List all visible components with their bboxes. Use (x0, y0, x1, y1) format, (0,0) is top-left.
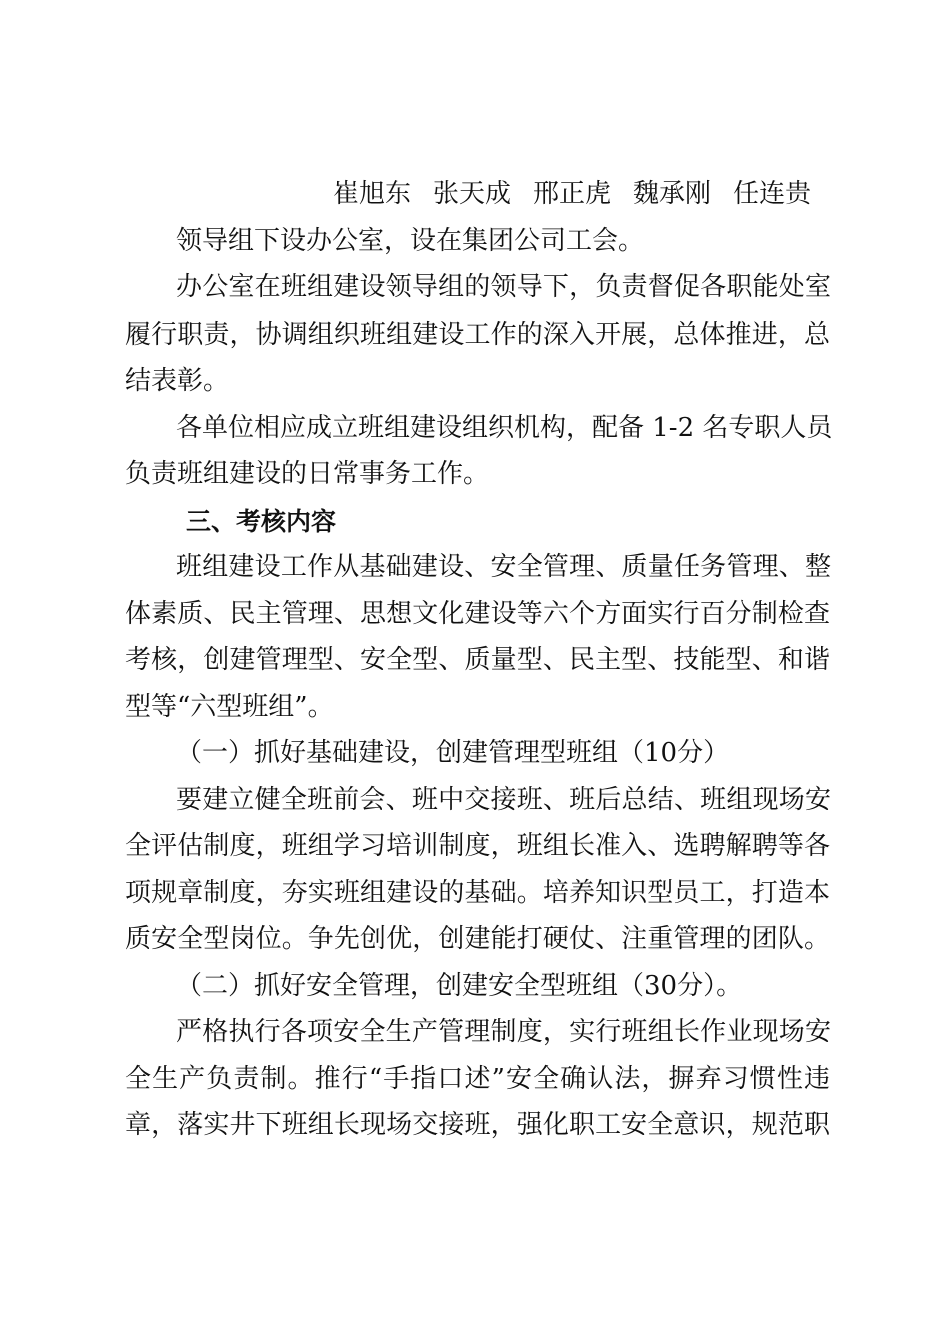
section-heading: 三、考核内容 (186, 507, 337, 536)
name-item: 张天成 (433, 179, 512, 209)
paragraph-line: 各单位相应成立班组建设组织机构，配备 1-2 名专职人员 (176, 413, 833, 443)
paragraph-line: 负责班组建设的日常事务工作。 (125, 459, 490, 489)
paragraph-line: 体素质、民主管理、思想文化建设等六个方面实行百分制检查 (125, 599, 830, 629)
paragraph-line: 严格执行各项安全生产管理制度，实行班组长作业现场安 (176, 1017, 831, 1047)
paragraph-line: 型等“六型班组”。 (125, 692, 334, 722)
paragraph-line: 班组建设工作从基础建设、安全管理、质量任务管理、整 (176, 552, 831, 582)
name-item: 邢正虎 (533, 179, 612, 209)
paragraph-line: 全评估制度，班组学习培训制度，班组长准入、选聘解聘等各 (125, 831, 830, 861)
paragraph-line: 办公室在班组建设领导组的领导下，负责督促各职能处室 (176, 272, 831, 302)
paragraph-line: 考核，创建管理型、安全型、质量型、民主型、技能型、和谐 (125, 645, 830, 675)
name-item: 任连贵 (733, 179, 812, 209)
subsection-heading: （二）抓好安全管理，创建安全型班组（30分）。 (176, 971, 743, 1001)
name-list (333, 177, 811, 211)
paragraph-line: 履行职责，协调组织班组建设工作的深入开展，总体推进，总 (125, 320, 830, 350)
paragraph-line: 质安全型岗位。争先创优，创建能打硬仗、注重管理的团队。 (125, 924, 830, 954)
paragraph-line: 项规章制度，夯实班组建设的基础。培养知识型员工，打造本 (125, 878, 830, 908)
name-item: 魏承刚 (633, 179, 712, 209)
paragraph-line: 章，落实井下班组长现场交接班，强化职工安全意识，规范职 (125, 1110, 830, 1140)
paragraph-line: 领导组下设办公室，设在集团公司工会。 (176, 226, 645, 256)
subsection-heading: （一）抓好基础建设，创建管理型班组（10分） (176, 738, 730, 768)
paragraph-line: 结表彰。 (125, 366, 230, 396)
paragraph-line: 要建立健全班前会、班中交接班、班后总结、班组现场安 (176, 785, 831, 815)
name-item: 崔旭东 (333, 179, 412, 209)
paragraph-line: 全生产负责制。推行“手指口述”安全确认法，摒弃习惯性违 (125, 1064, 830, 1094)
